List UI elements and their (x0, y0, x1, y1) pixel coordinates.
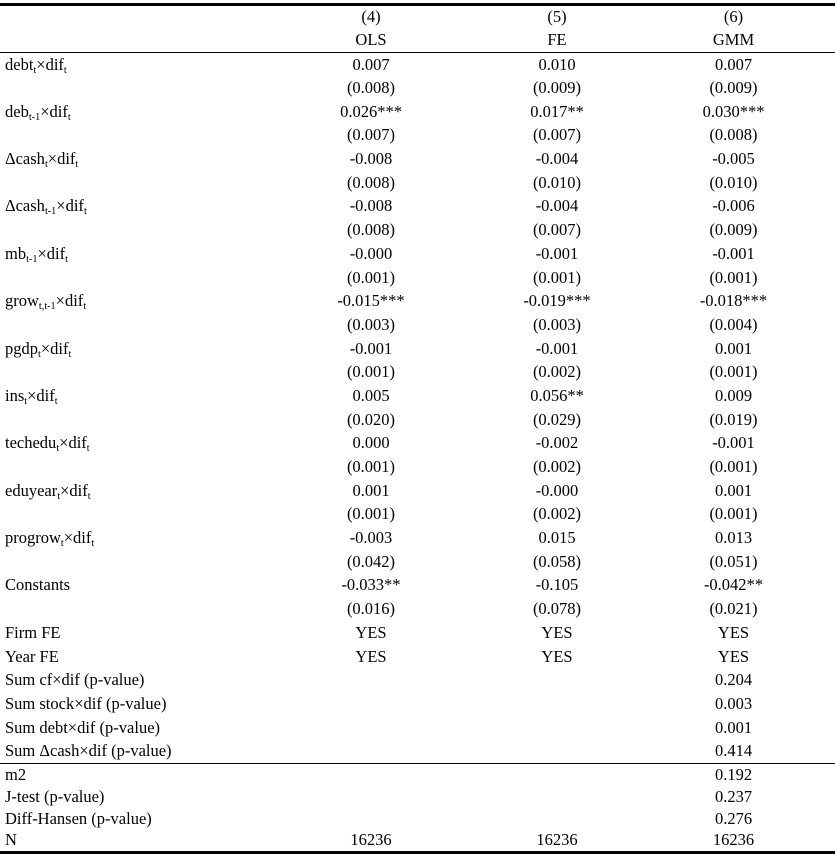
header-spacer (0, 5, 260, 29)
cell-value: (0.008) (346, 78, 396, 98)
row-label: m2 (0, 763, 260, 785)
cell-value: (0.003) (346, 314, 396, 334)
column-header-fe: FE (482, 29, 632, 53)
cell-value: 0.017** (530, 101, 584, 121)
row-label: Firm FE (5, 622, 61, 642)
cell-value: -0.004 (535, 149, 579, 169)
table-row (0, 76, 835, 100)
row-label (0, 124, 260, 148)
cell-value: 0.005 (352, 385, 390, 405)
cell-value: (0.003) (532, 314, 582, 334)
table-row (0, 808, 835, 830)
cell-value: (0.004) (709, 314, 758, 334)
row-label (0, 408, 260, 432)
cell-value: (0.001) (346, 504, 396, 524)
cell-value: (0.016) (346, 599, 396, 619)
cell-value (482, 763, 632, 785)
cell-value (482, 739, 632, 763)
cell-value: 0.007 (352, 54, 390, 74)
cell-value: 0.013 (714, 528, 753, 548)
row-label: Sum debt×dif (p-value) (5, 717, 161, 737)
cell-value: (0.001) (709, 362, 758, 382)
cell-value (482, 668, 632, 692)
row-label (0, 171, 260, 195)
row-label: Δcash$_t$×dif$_t$ (5, 149, 79, 170)
cell-value: 0.000 (352, 433, 390, 453)
row-label: grow$_{t,t-1}$×dif$_t$ (5, 291, 87, 313)
cell-value: (0.010) (709, 172, 758, 192)
cell-value: 0.204 (714, 670, 753, 690)
row-label: Δcash$_{t-1}$×dif$_t$ (5, 196, 87, 218)
table-row (0, 408, 835, 432)
cell-value: YES (355, 622, 387, 642)
row-label: J-test (p-value) (5, 786, 105, 806)
row-label: N (5, 830, 17, 850)
cell-value: -0.001 (535, 338, 579, 358)
cell-value: (0.009) (532, 78, 582, 98)
row-label: debt$_t$×dif$_t$ (5, 54, 67, 76)
table-row (0, 526, 835, 550)
cell-value: -0.042** (703, 575, 764, 595)
cell-value: 0.001 (352, 480, 390, 500)
cell-value: 0.056** (530, 385, 584, 405)
table-row (0, 147, 835, 171)
model-number-row (0, 5, 835, 29)
cell-value: 16236 (536, 830, 578, 850)
cell-value: -0.008 (349, 149, 393, 169)
row-label: Sum Δcash×dif (p-value) (5, 741, 172, 761)
table-row (0, 218, 835, 242)
row-label (0, 503, 260, 527)
cell-value: (0.001) (709, 267, 758, 287)
column-header-ols: OLS (260, 29, 482, 53)
column-header-model-6: (6) (723, 7, 744, 27)
table-row (0, 739, 835, 763)
row-label: deb$_{t-1}$×dif$_t$ (5, 101, 71, 123)
cell-value: 0.276 (714, 808, 753, 828)
column-header-gmm: GMM (632, 29, 835, 53)
row-label (0, 455, 260, 479)
cell-value: (0.058) (532, 551, 582, 571)
cell-value: (0.020) (346, 409, 396, 429)
cell-value: (0.019) (709, 409, 758, 429)
coefficients-section (0, 53, 835, 764)
table-row (0, 597, 835, 621)
row-label (0, 360, 260, 384)
cell-value: (0.002) (532, 504, 582, 524)
cell-value: 0.192 (632, 763, 835, 785)
table-row (0, 785, 835, 807)
cell-value: 0.001 (714, 717, 753, 737)
table-row (0, 645, 835, 669)
cell-value (260, 692, 482, 716)
row-label: ins$_t$×dif$_t$ (5, 385, 58, 407)
row-label: progrow$_t$×dif$_t$ (5, 528, 95, 549)
cell-value (482, 716, 632, 740)
table-row (0, 716, 835, 740)
table-row (0, 124, 835, 148)
cell-value: -0.019*** (523, 291, 591, 311)
cell-value (260, 668, 482, 692)
table-row (0, 550, 835, 574)
cell-value (260, 785, 482, 807)
cell-value: (0.029) (532, 409, 582, 429)
table-row (0, 668, 835, 692)
cell-value (260, 739, 482, 763)
cell-value: 0.010 (538, 54, 576, 74)
row-label (0, 266, 260, 290)
cell-value: 0.015 (538, 528, 576, 548)
cell-value (482, 808, 632, 830)
cell-value: -0.004 (535, 196, 579, 216)
cell-value: 0.001 (714, 338, 753, 358)
cell-value: (0.009) (709, 220, 758, 240)
column-header-model-5: (5) (547, 7, 567, 27)
row-label (0, 76, 260, 100)
row-label: Sum stock×dif (p-value) (5, 693, 167, 713)
cell-value: (0.042) (346, 551, 396, 571)
cell-value: YES (717, 622, 750, 642)
cell-value: 0.026*** (340, 101, 402, 121)
header-spacer (0, 29, 260, 53)
row-label: Diff-Hansen (p-value) (5, 808, 152, 828)
cell-value: (0.008) (346, 220, 396, 240)
cell-value (260, 808, 482, 830)
cell-value: -0.006 (712, 196, 755, 216)
cell-value: (0.001) (709, 457, 758, 477)
regression-results-table (0, 3, 835, 854)
table-row (0, 360, 835, 384)
cell-value: (0.021) (709, 599, 758, 619)
cell-value: (0.001) (346, 362, 396, 382)
table-row (0, 266, 835, 290)
cell-value: YES (355, 646, 387, 666)
cell-value: -0.001 (712, 243, 755, 263)
cell-value: (0.008) (709, 125, 758, 145)
cell-value: -0.015*** (337, 291, 405, 311)
table-row (0, 337, 835, 361)
cell-value (260, 716, 482, 740)
cell-value: (0.001) (346, 267, 396, 287)
cell-value: -0.003 (349, 528, 393, 548)
cell-value: (0.007) (532, 125, 582, 145)
cell-value: (0.002) (532, 457, 582, 477)
cell-value: (0.001) (532, 267, 582, 287)
cell-value: 0.001 (714, 480, 753, 500)
diagnostics-section (0, 763, 835, 852)
row-label (0, 597, 260, 621)
cell-value: YES (541, 622, 573, 642)
cell-value (482, 785, 632, 807)
column-header-model-4: (4) (361, 7, 381, 27)
cell-value: (0.078) (532, 599, 582, 619)
table-row (0, 479, 835, 503)
row-label: eduyear$_t$×dif$_t$ (5, 480, 91, 502)
cell-value: (0.001) (709, 504, 758, 524)
cell-value: -0.018*** (699, 291, 768, 311)
cell-value: -0.001 (712, 433, 755, 453)
cell-value (482, 692, 632, 716)
table-row (0, 574, 835, 598)
cell-value: 0.237 (714, 786, 753, 806)
cell-value: -0.001 (535, 243, 579, 263)
row-label: techedu$_t$×dif$_t$ (5, 433, 90, 455)
table-row (0, 692, 835, 716)
cell-value: -0.002 (535, 433, 579, 453)
table-row (0, 53, 835, 77)
cell-value: YES (541, 646, 573, 666)
cell-value: (0.051) (709, 551, 758, 571)
row-label (0, 313, 260, 337)
cell-value: 0.003 (714, 693, 753, 713)
table-row (0, 384, 835, 408)
cell-value: 0.414 (714, 741, 753, 761)
estimator-row (0, 29, 835, 53)
table-row (0, 621, 835, 645)
table-row (0, 313, 835, 337)
table-row (0, 763, 835, 785)
cell-value: (0.010) (532, 172, 582, 192)
table-row (0, 289, 835, 313)
table-row (0, 830, 835, 852)
cell-value: (0.007) (532, 220, 582, 240)
table-row (0, 242, 835, 266)
cell-value: 16236 (712, 830, 755, 850)
cell-value: (0.009) (709, 78, 758, 98)
cell-value: 0.030*** (702, 101, 765, 121)
cell-value: 0.007 (714, 54, 753, 74)
cell-value: -0.105 (535, 575, 579, 595)
cell-value: -0.001 (349, 338, 393, 358)
table-row (0, 503, 835, 527)
row-label: Sum cf×dif (p-value) (5, 670, 145, 690)
cell-value: (0.002) (532, 362, 582, 382)
table-header (0, 5, 835, 53)
row-label (0, 218, 260, 242)
cell-value: (0.001) (346, 457, 396, 477)
table-row (0, 432, 835, 456)
cell-value: -0.005 (712, 149, 755, 169)
cell-value: 16236 (350, 830, 392, 850)
table-row (0, 100, 835, 124)
row-label (0, 550, 260, 574)
table-row (0, 171, 835, 195)
cell-value: YES (717, 646, 750, 666)
table-row (0, 455, 835, 479)
cell-value: (0.007) (346, 125, 396, 145)
cell-value: -0.033** (341, 575, 401, 595)
row-label: pgdp$_t$×dif$_t$ (5, 338, 72, 360)
cell-value: 0.009 (714, 385, 753, 405)
row-label: $mb_{t-1}\times dif_t$ (5, 243, 68, 265)
table-row (0, 195, 835, 219)
cell-value (260, 763, 482, 785)
cell-value: -0.000 (349, 243, 393, 263)
cell-value: -0.000 (535, 480, 579, 500)
cell-value: -0.008 (349, 196, 393, 216)
cell-value: (0.008) (346, 172, 396, 192)
row-label: Year FE (5, 646, 59, 666)
row-label: Constants (5, 575, 71, 595)
